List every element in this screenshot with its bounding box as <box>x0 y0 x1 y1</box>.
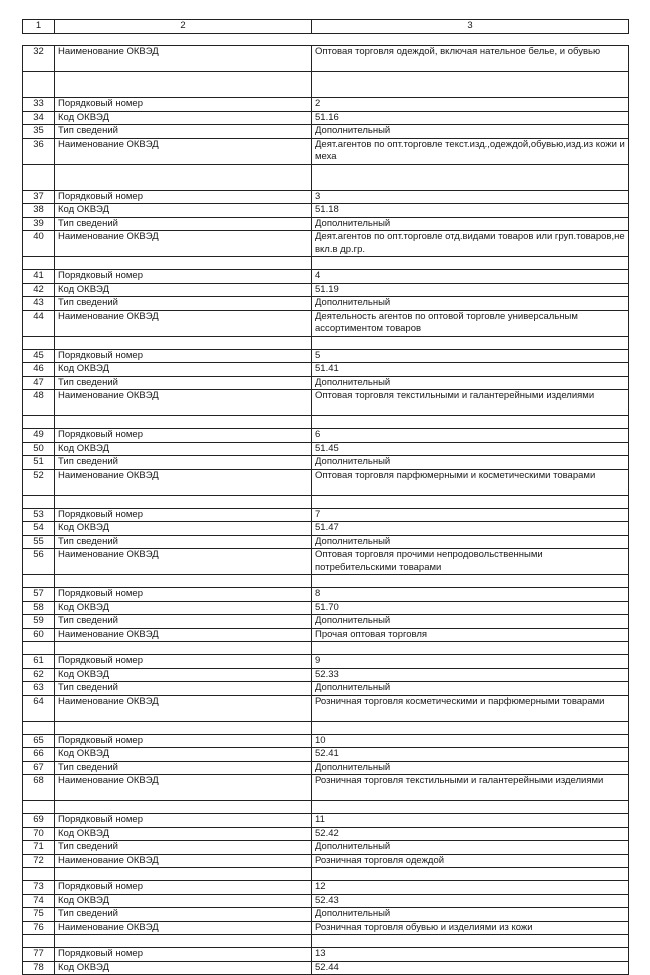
row-label: Порядковый номер <box>55 734 312 748</box>
row-value: 2 <box>312 98 629 112</box>
row-number: 75 <box>23 908 55 922</box>
row-label: Код ОКВЭД <box>55 204 312 218</box>
row-number: 40 <box>23 231 55 257</box>
table-row <box>23 231 629 257</box>
row-label: Код ОКВЭД <box>55 283 312 297</box>
row-number: 46 <box>23 363 55 377</box>
spacer-row <box>23 72 629 98</box>
row-value: 4 <box>312 270 629 284</box>
table-row <box>23 270 629 284</box>
row-label: Тип сведений <box>55 615 312 629</box>
row-label: Код ОКВЭД <box>55 363 312 377</box>
row-value: Розничная торговля обувью и изделиями из кожи <box>312 921 629 935</box>
row-number: 69 <box>23 814 55 828</box>
table-row <box>23 508 629 522</box>
table-row <box>23 390 629 416</box>
row-value: Розничная торговля одеждой <box>312 854 629 868</box>
spacer-row <box>23 935 629 948</box>
column-header-2: 2 <box>55 20 312 34</box>
row-number: 47 <box>23 376 55 390</box>
row-value: Дополнительный <box>312 376 629 390</box>
row-label: Порядковый номер <box>55 881 312 895</box>
row-number: 54 <box>23 522 55 536</box>
row-label: Порядковый номер <box>55 190 312 204</box>
table-row <box>23 908 629 922</box>
row-number: 51 <box>23 456 55 470</box>
row-label: Порядковый номер <box>55 655 312 669</box>
row-label: Наименование ОКВЭД <box>55 231 312 257</box>
row-number: 33 <box>23 98 55 112</box>
table-row <box>23 894 629 908</box>
spacer-row <box>23 801 629 814</box>
table-row <box>23 98 629 112</box>
row-number: 67 <box>23 761 55 775</box>
table-row <box>23 138 629 164</box>
row-label: Тип сведений <box>55 761 312 775</box>
row-label: Тип сведений <box>55 908 312 922</box>
table-row <box>23 456 629 470</box>
row-number: 71 <box>23 841 55 855</box>
row-label: Код ОКВЭД <box>55 522 312 536</box>
table-row <box>23 881 629 895</box>
row-value: 5 <box>312 349 629 363</box>
row-label: Наименование ОКВЭД <box>55 138 312 164</box>
row-number: 32 <box>23 46 55 72</box>
spacer-row <box>23 257 629 270</box>
row-value: 52.33 <box>312 668 629 682</box>
row-value: 12 <box>312 881 629 895</box>
row-label: Код ОКВЭД <box>55 894 312 908</box>
row-label: Тип сведений <box>55 376 312 390</box>
row-label: Наименование ОКВЭД <box>55 628 312 642</box>
spacer-row <box>23 868 629 881</box>
spacer-row <box>23 336 629 349</box>
row-number: 41 <box>23 270 55 284</box>
row-label: Тип сведений <box>55 125 312 139</box>
table-row <box>23 46 629 72</box>
row-value: Оптовая торговля текстильными и галантерейными изделиями <box>312 390 629 416</box>
row-value: 51.45 <box>312 442 629 456</box>
row-value: Розничная торговля косметическими и парфюмерными товарами <box>312 695 629 721</box>
row-number: 50 <box>23 442 55 456</box>
table-row <box>23 827 629 841</box>
column-header-table <box>22 19 629 34</box>
table-row <box>23 695 629 721</box>
row-value: 3 <box>312 190 629 204</box>
table-row <box>23 814 629 828</box>
row-value: Дополнительный <box>312 297 629 311</box>
row-label: Код ОКВЭД <box>55 827 312 841</box>
row-value: Деятельность агентов по оптовой торговле универсальным ассортиментом товаров <box>312 310 629 336</box>
row-value: Дополнительный <box>312 908 629 922</box>
row-number: 45 <box>23 349 55 363</box>
row-value: Дополнительный <box>312 682 629 696</box>
row-label: Код ОКВЭД <box>55 442 312 456</box>
row-number: 60 <box>23 628 55 642</box>
table-row <box>23 655 629 669</box>
row-label: Порядковый номер <box>55 948 312 962</box>
row-label: Наименование ОКВЭД <box>55 695 312 721</box>
table-row <box>23 601 629 615</box>
row-value: 51.16 <box>312 111 629 125</box>
column-header-1: 1 <box>23 20 55 34</box>
row-value: Розничная торговля текстильными и галантерейными изделиями <box>312 775 629 801</box>
row-label: Тип сведений <box>55 682 312 696</box>
row-value: Оптовая торговля одеждой, включая нательное белье, и обувью <box>312 46 629 72</box>
table-row <box>23 310 629 336</box>
spacer-row <box>23 642 629 655</box>
table-row <box>23 442 629 456</box>
row-label: Наименование ОКВЭД <box>55 854 312 868</box>
table-row <box>23 628 629 642</box>
table-row <box>23 376 629 390</box>
row-value: 51.41 <box>312 363 629 377</box>
row-value: Дополнительный <box>312 456 629 470</box>
row-label: Код ОКВЭД <box>55 748 312 762</box>
spacer-row <box>23 164 629 190</box>
row-label: Код ОКВЭД <box>55 668 312 682</box>
row-value: 51.18 <box>312 204 629 218</box>
row-number: 42 <box>23 283 55 297</box>
spacer-row <box>23 495 629 508</box>
table-row <box>23 734 629 748</box>
row-label: Наименование ОКВЭД <box>55 310 312 336</box>
row-label: Порядковый номер <box>55 98 312 112</box>
row-label: Код ОКВЭД <box>55 961 312 975</box>
row-value: 52.41 <box>312 748 629 762</box>
row-value: Дополнительный <box>312 217 629 231</box>
table-row <box>23 522 629 536</box>
row-number: 39 <box>23 217 55 231</box>
row-value: 7 <box>312 508 629 522</box>
row-label: Тип сведений <box>55 297 312 311</box>
table-row <box>23 190 629 204</box>
table-row <box>23 748 629 762</box>
row-label: Наименование ОКВЭД <box>55 921 312 935</box>
row-value: Оптовая торговля прочими непродовольственными потребительскими товарами <box>312 549 629 575</box>
row-number: 76 <box>23 921 55 935</box>
row-value: 52.43 <box>312 894 629 908</box>
row-label: Порядковый номер <box>55 588 312 602</box>
table-row <box>23 668 629 682</box>
table-row <box>23 761 629 775</box>
row-number: 55 <box>23 535 55 549</box>
row-number: 37 <box>23 190 55 204</box>
row-number: 78 <box>23 961 55 975</box>
row-number: 35 <box>23 125 55 139</box>
row-number: 64 <box>23 695 55 721</box>
row-number: 53 <box>23 508 55 522</box>
row-number: 77 <box>23 948 55 962</box>
table-row <box>23 775 629 801</box>
row-label: Порядковый номер <box>55 270 312 284</box>
table-row <box>23 111 629 125</box>
row-number: 48 <box>23 390 55 416</box>
table-row <box>23 841 629 855</box>
table-row <box>23 854 629 868</box>
row-number: 43 <box>23 297 55 311</box>
row-label: Код ОКВЭД <box>55 111 312 125</box>
row-number: 59 <box>23 615 55 629</box>
row-label: Наименование ОКВЭД <box>55 549 312 575</box>
row-label: Наименование ОКВЭД <box>55 46 312 72</box>
column-header-row <box>23 20 629 34</box>
table-row <box>23 297 629 311</box>
row-value: 9 <box>312 655 629 669</box>
row-label: Порядковый номер <box>55 429 312 443</box>
row-value: 52.42 <box>312 827 629 841</box>
table-row <box>23 363 629 377</box>
column-header-3: 3 <box>312 20 629 34</box>
row-number: 58 <box>23 601 55 615</box>
row-value: 8 <box>312 588 629 602</box>
row-label: Тип сведений <box>55 217 312 231</box>
table-row <box>23 217 629 231</box>
row-number: 52 <box>23 469 55 495</box>
row-value: Оптовая торговля парфюмерными и косметическими товарами <box>312 469 629 495</box>
row-value: 11 <box>312 814 629 828</box>
row-value: Дополнительный <box>312 125 629 139</box>
row-number: 62 <box>23 668 55 682</box>
row-label: Наименование ОКВЭД <box>55 469 312 495</box>
row-label: Порядковый номер <box>55 349 312 363</box>
row-label: Тип сведений <box>55 456 312 470</box>
row-label: Порядковый номер <box>55 508 312 522</box>
row-label: Наименование ОКВЭД <box>55 775 312 801</box>
row-value: 13 <box>312 948 629 962</box>
row-number: 61 <box>23 655 55 669</box>
row-value: 51.47 <box>312 522 629 536</box>
table-row <box>23 535 629 549</box>
row-number: 73 <box>23 881 55 895</box>
row-value: 10 <box>312 734 629 748</box>
row-number: 36 <box>23 138 55 164</box>
spacer-row <box>23 721 629 734</box>
table-row <box>23 682 629 696</box>
row-number: 57 <box>23 588 55 602</box>
spacer-row <box>23 416 629 429</box>
row-value: Дополнительный <box>312 841 629 855</box>
row-label: Порядковый номер <box>55 814 312 828</box>
row-number: 70 <box>23 827 55 841</box>
row-value: Деят.агентов по опт.торговле текст.изд.,одеждой,обувью,изд.из кожи и меха <box>312 138 629 164</box>
row-number: 34 <box>23 111 55 125</box>
row-label: Код ОКВЭД <box>55 601 312 615</box>
row-number: 72 <box>23 854 55 868</box>
row-number: 49 <box>23 429 55 443</box>
row-number: 38 <box>23 204 55 218</box>
okved-table <box>22 45 629 975</box>
row-value: 51.19 <box>312 283 629 297</box>
table-row <box>23 948 629 962</box>
row-label: Тип сведений <box>55 535 312 549</box>
row-number: 66 <box>23 748 55 762</box>
table-row <box>23 429 629 443</box>
table-row <box>23 549 629 575</box>
row-value: 52.44 <box>312 961 629 975</box>
row-label: Наименование ОКВЭД <box>55 390 312 416</box>
row-value: Деят.агентов по опт.торговле отд.видами товаров или груп.товаров,не вкл.в др.гр. <box>312 231 629 257</box>
table-row <box>23 921 629 935</box>
row-number: 44 <box>23 310 55 336</box>
row-value: Дополнительный <box>312 535 629 549</box>
row-value: Прочая оптовая торговля <box>312 628 629 642</box>
table-row <box>23 961 629 975</box>
row-value: Дополнительный <box>312 761 629 775</box>
row-value: 51.70 <box>312 601 629 615</box>
table-row <box>23 283 629 297</box>
row-value: Дополнительный <box>312 615 629 629</box>
table-row <box>23 469 629 495</box>
spacer-row <box>23 575 629 588</box>
row-number: 65 <box>23 734 55 748</box>
table-row <box>23 349 629 363</box>
table-row <box>23 204 629 218</box>
table-row <box>23 125 629 139</box>
table-row <box>23 615 629 629</box>
table-row <box>23 588 629 602</box>
row-number: 63 <box>23 682 55 696</box>
row-number: 56 <box>23 549 55 575</box>
row-number: 74 <box>23 894 55 908</box>
row-label: Тип сведений <box>55 841 312 855</box>
row-value: 6 <box>312 429 629 443</box>
row-number: 68 <box>23 775 55 801</box>
